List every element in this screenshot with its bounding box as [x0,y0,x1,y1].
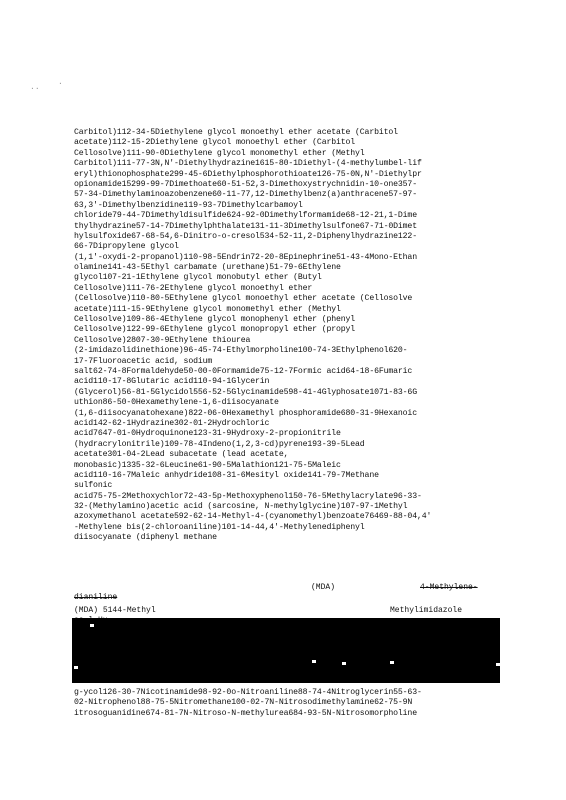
redaction-speck [342,662,346,665]
body-line: acetate)111-15-9Ethylene glycol monomethyl ether (Methyl [74,304,341,314]
body-line: 17-7Fluoroacetic acid, sodium [74,356,213,366]
body-line: salt62-74-8Formaldehyde50-00-0Formamide75-12-7Formic acid64-18-6Fumaric [74,366,413,376]
body-line: glycol107-21-1Ethylene glycol monobutyl ether (Butyl [74,273,322,283]
body-line: acid110-16-7Maleic anhydride108-31-6Mesityl oxide141-79-7Methane [74,470,379,480]
mda-label: (MDA) [311,583,336,592]
tail-line: 02-Nitrophenol88-75-5Nitromethane100-02-7N-Nitrosodimethylamine62-75-9N [74,698,413,708]
body-line: acid7647-01-0Hydroquinone123-31-9Hydroxy-2-propionitrile [74,429,341,439]
body-line: eryl)thionophosphate299-45-6Diethylphosphorothioate126-75-0N,N'-Diethylpr [74,169,422,179]
body-line: acid110-17-8Glutaric acid110-94-1Glycerin [74,377,270,387]
tail-line: itrosoguanidine674-81-7N-Nitroso-N-methylurea684-93-5N-Nitrosomorpholine [74,708,417,718]
body-line: acetate)112-15-2Diethylene glycol monoethyl ether (Carbitol [74,138,356,148]
body-line: (hydracrylonitrile)109-78-4Indeno(1,2,3-cd)pyrene193-39-5Lead [74,439,365,449]
body-line: olamine141-43-5Ethyl carbamate (urethane)51-79-6Ethylene [74,263,341,273]
body-line: (Glycerol)56-81-5Glycidol556-52-5Glycinamide598-41-4Glyphosate1071-83-6G [74,387,417,397]
tail-text [74,688,514,719]
redaction-speck [90,624,94,627]
body-line: (2-imidazolidinethione)96-45-74-Ethylmorpholine100-74-3Ethylphenol620- [74,346,408,356]
body-line: hylsulfoxide67-68-54,6-Dinitro-o-cresol534-52-11,2-Diphenylhydrazine122- [74,231,417,241]
body-line: 57-34-Dimethylaminoazobenzene60-11-77,12-Dimethylbenz(a)anthracene57-97- [74,190,417,200]
body-line: Cellosolve)2807-30-9Ethylene thiourea [74,335,251,345]
methylimidazole-label: Methylimidazole [390,606,463,615]
redaction-speck [312,660,316,663]
body-line: Cellosolve)122-99-6Ethylene glycol monopropyl ether (propyl [74,325,356,335]
body-line: Cellosolve)109-86-4Ethylene glycol monophenyl ether (phenyl [74,315,356,325]
body-line: 66-7Dipropylene glycol [74,242,179,252]
body-line: monobasic)1335-32-6Leucine61-90-5Malathion121-75-5Maleic [74,460,341,470]
redaction-block [72,618,500,683]
body-line: Cellosolve)111-76-2Ethylene glycol monoethyl ether [74,283,313,293]
body-line: (Cellosolve)110-80-5Ethylene glycol monoethyl ether acetate (Cellosolve [74,294,413,304]
body-line: diisocyanate (diphenyl methane [74,533,217,543]
body-line: opionamide15299-99-7Dimethoate60-51-52,3-Dimethoxystrychnidin-10-one357- [74,179,417,189]
mda-label-2 [74,606,156,615]
body-line: acid75-75-2Methoxychlor72-43-5p-Methoxyphenol150-76-5Methylacrylate96-33- [74,491,422,501]
body-line: sulfonic [74,481,113,491]
redaction-speck [74,666,78,669]
body-line: azoxymethanol acetate592-62-14-Methyl-4-(cyanomethyl)benzoate76469-88-04,4' [74,512,432,522]
body-line: acid142-62-1Hydrazine302-01-2Hydrochloric [74,418,270,428]
methylene-label: 4-Methylene- [420,583,478,592]
tail-line: g-ycol126-30-7Nicotinamide98-92-0o-Nitroaniline88-74-4Nitroglycerin55-63- [74,688,422,697]
body-line: (1,6-diisocyanatohexane)822-06-0Hexamethyl phosphoramide680-31-9Hexanoic [74,408,417,418]
body-line: 32-(Methylamino)acetic acid (sarcosine, N-methylglycine)107-97-1Methyl [74,502,408,512]
body-text [74,128,514,544]
body-line: Carbitol)111-77-3N,N'-Diethylhydrazine1615-80-1Diethyl-(4-methylumbel-lif [74,159,422,169]
redaction-speck [390,661,394,664]
body-line: chloride79-44-7Dimethyldisulfide624-92-0Dimethylformamide68-12-21,1-Dime [74,211,417,221]
redaction-speck [496,663,500,666]
body-line: acetate301-04-2Lead subacetate (lead acetate, [74,450,289,460]
body-line: Cellosolve)111-90-0Diethylene glycol monomethyl ether (Methyl [74,148,365,158]
body-line: (1,1'-oxydi-2-propanol)110-98-5Endrin72-20-8Epinephrine51-43-4Mono-Ethan [74,252,417,262]
body-line: thylhydrazine57-14-7Dimethylphthalate131-11-3Dimethylsulfone67-71-0Dimet [74,221,417,231]
header-mark: ·· [30,84,40,93]
mda-text: (MDA) [74,606,99,615]
header-mark-2: · [58,79,63,88]
body-line: Carbitol)112-34-5Diethylene glycol monoethyl ether acetate (Carbitol [74,128,398,137]
dianiline-label: dianiline [74,593,118,602]
body-line: uthion86-50-0Hexamethylene-1,6-diisocyanate [74,398,279,408]
methyl-number-text: 5144-Methyl [102,606,156,615]
body-line: -Methylene bis(2-chloroaniline)101-14-44,4'-Methylenediphenyl [74,522,365,532]
body-line: 63,3'-Dimethylbenzidine119-93-7Dimethylcarbamoyl [74,200,303,210]
